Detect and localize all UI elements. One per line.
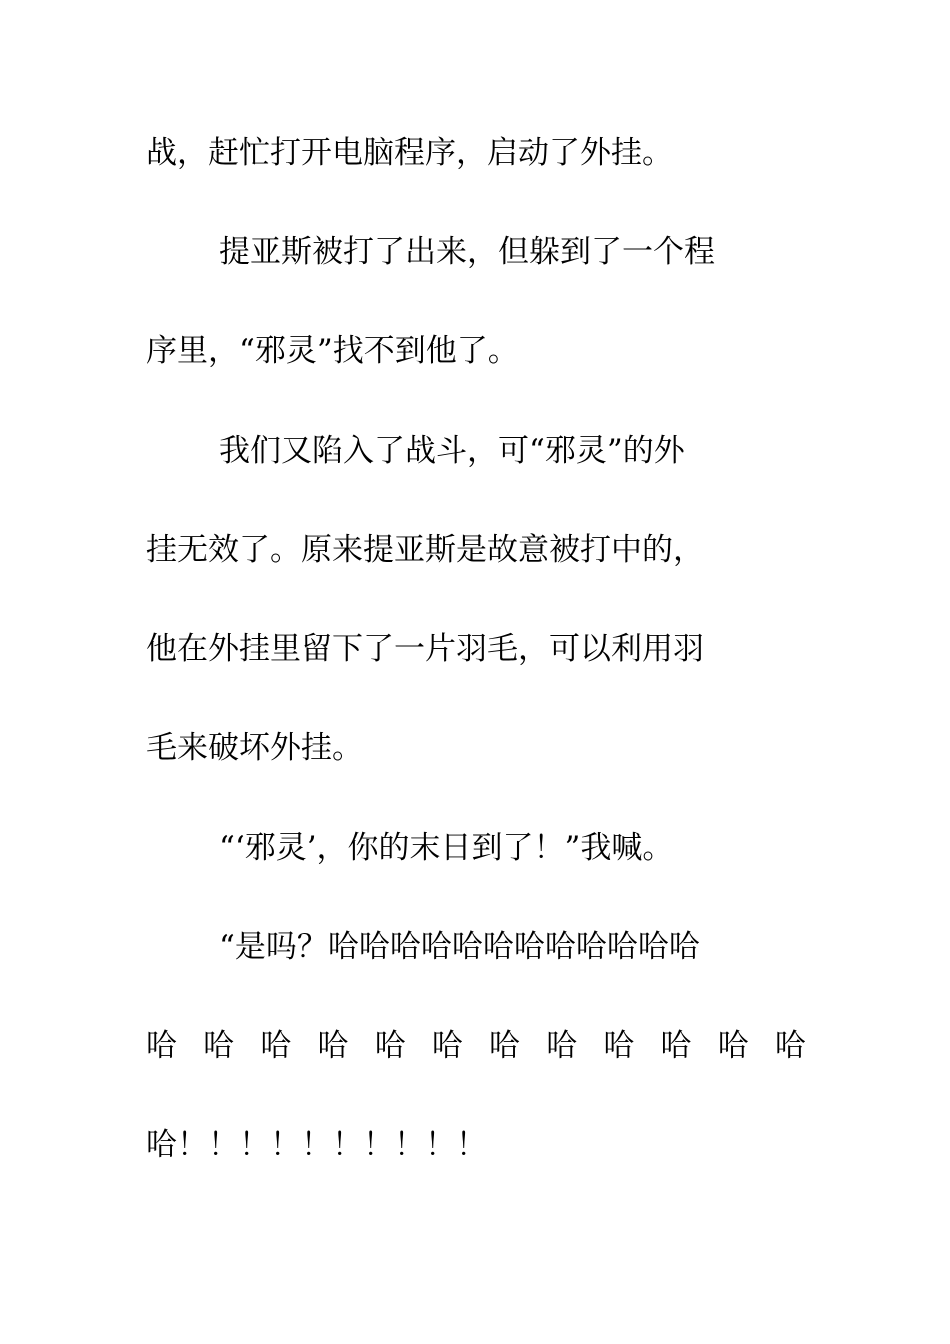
laugh-char: 哈 (317, 1028, 349, 1064)
laugh-char: 哈 (774, 1028, 806, 1064)
laugh-char: 哈 (546, 1028, 578, 1064)
laugh-char: 哈 (717, 1028, 749, 1064)
text-line-7: 毛来破坏外挂。 (146, 730, 363, 766)
laugh-char: 哈 (431, 1028, 463, 1064)
text-line-9: “是吗？哈哈哈哈哈哈哈哈哈哈哈哈 (219, 929, 700, 965)
laugh-char: 哈 (660, 1028, 692, 1064)
text-line-4: 我们又陷入了战斗，可“邪灵”的外 (219, 433, 685, 469)
text-line-1: 战，赶忙打开电脑程序，启动了外挂。 (146, 135, 673, 171)
laugh-char: 哈 (203, 1028, 235, 1064)
text-line-3: 序里，“邪灵”找不到他了。 (146, 333, 519, 369)
text-line-5: 挂无效了。原来提亚斯是故意被打中的， (146, 532, 704, 568)
text-line-11: 哈！！！！！！！！！！ (146, 1127, 487, 1163)
text-line-6: 他在外挂里留下了一片羽毛，可以利用羽 (146, 631, 704, 667)
text-line-10 (146, 1021, 806, 1071)
laugh-char: 哈 (146, 1028, 177, 1064)
laugh-char: 哈 (374, 1028, 406, 1064)
laugh-char: 哈 (603, 1028, 635, 1064)
laugh-char: 哈 (260, 1028, 292, 1064)
laugh-char: 哈 (489, 1028, 521, 1064)
text-line-8: “‘邪灵’，你的末日到了！”我喊。 (219, 830, 674, 866)
text-line-2: 提亚斯被打了出来，但躲到了一个程 (219, 234, 715, 270)
